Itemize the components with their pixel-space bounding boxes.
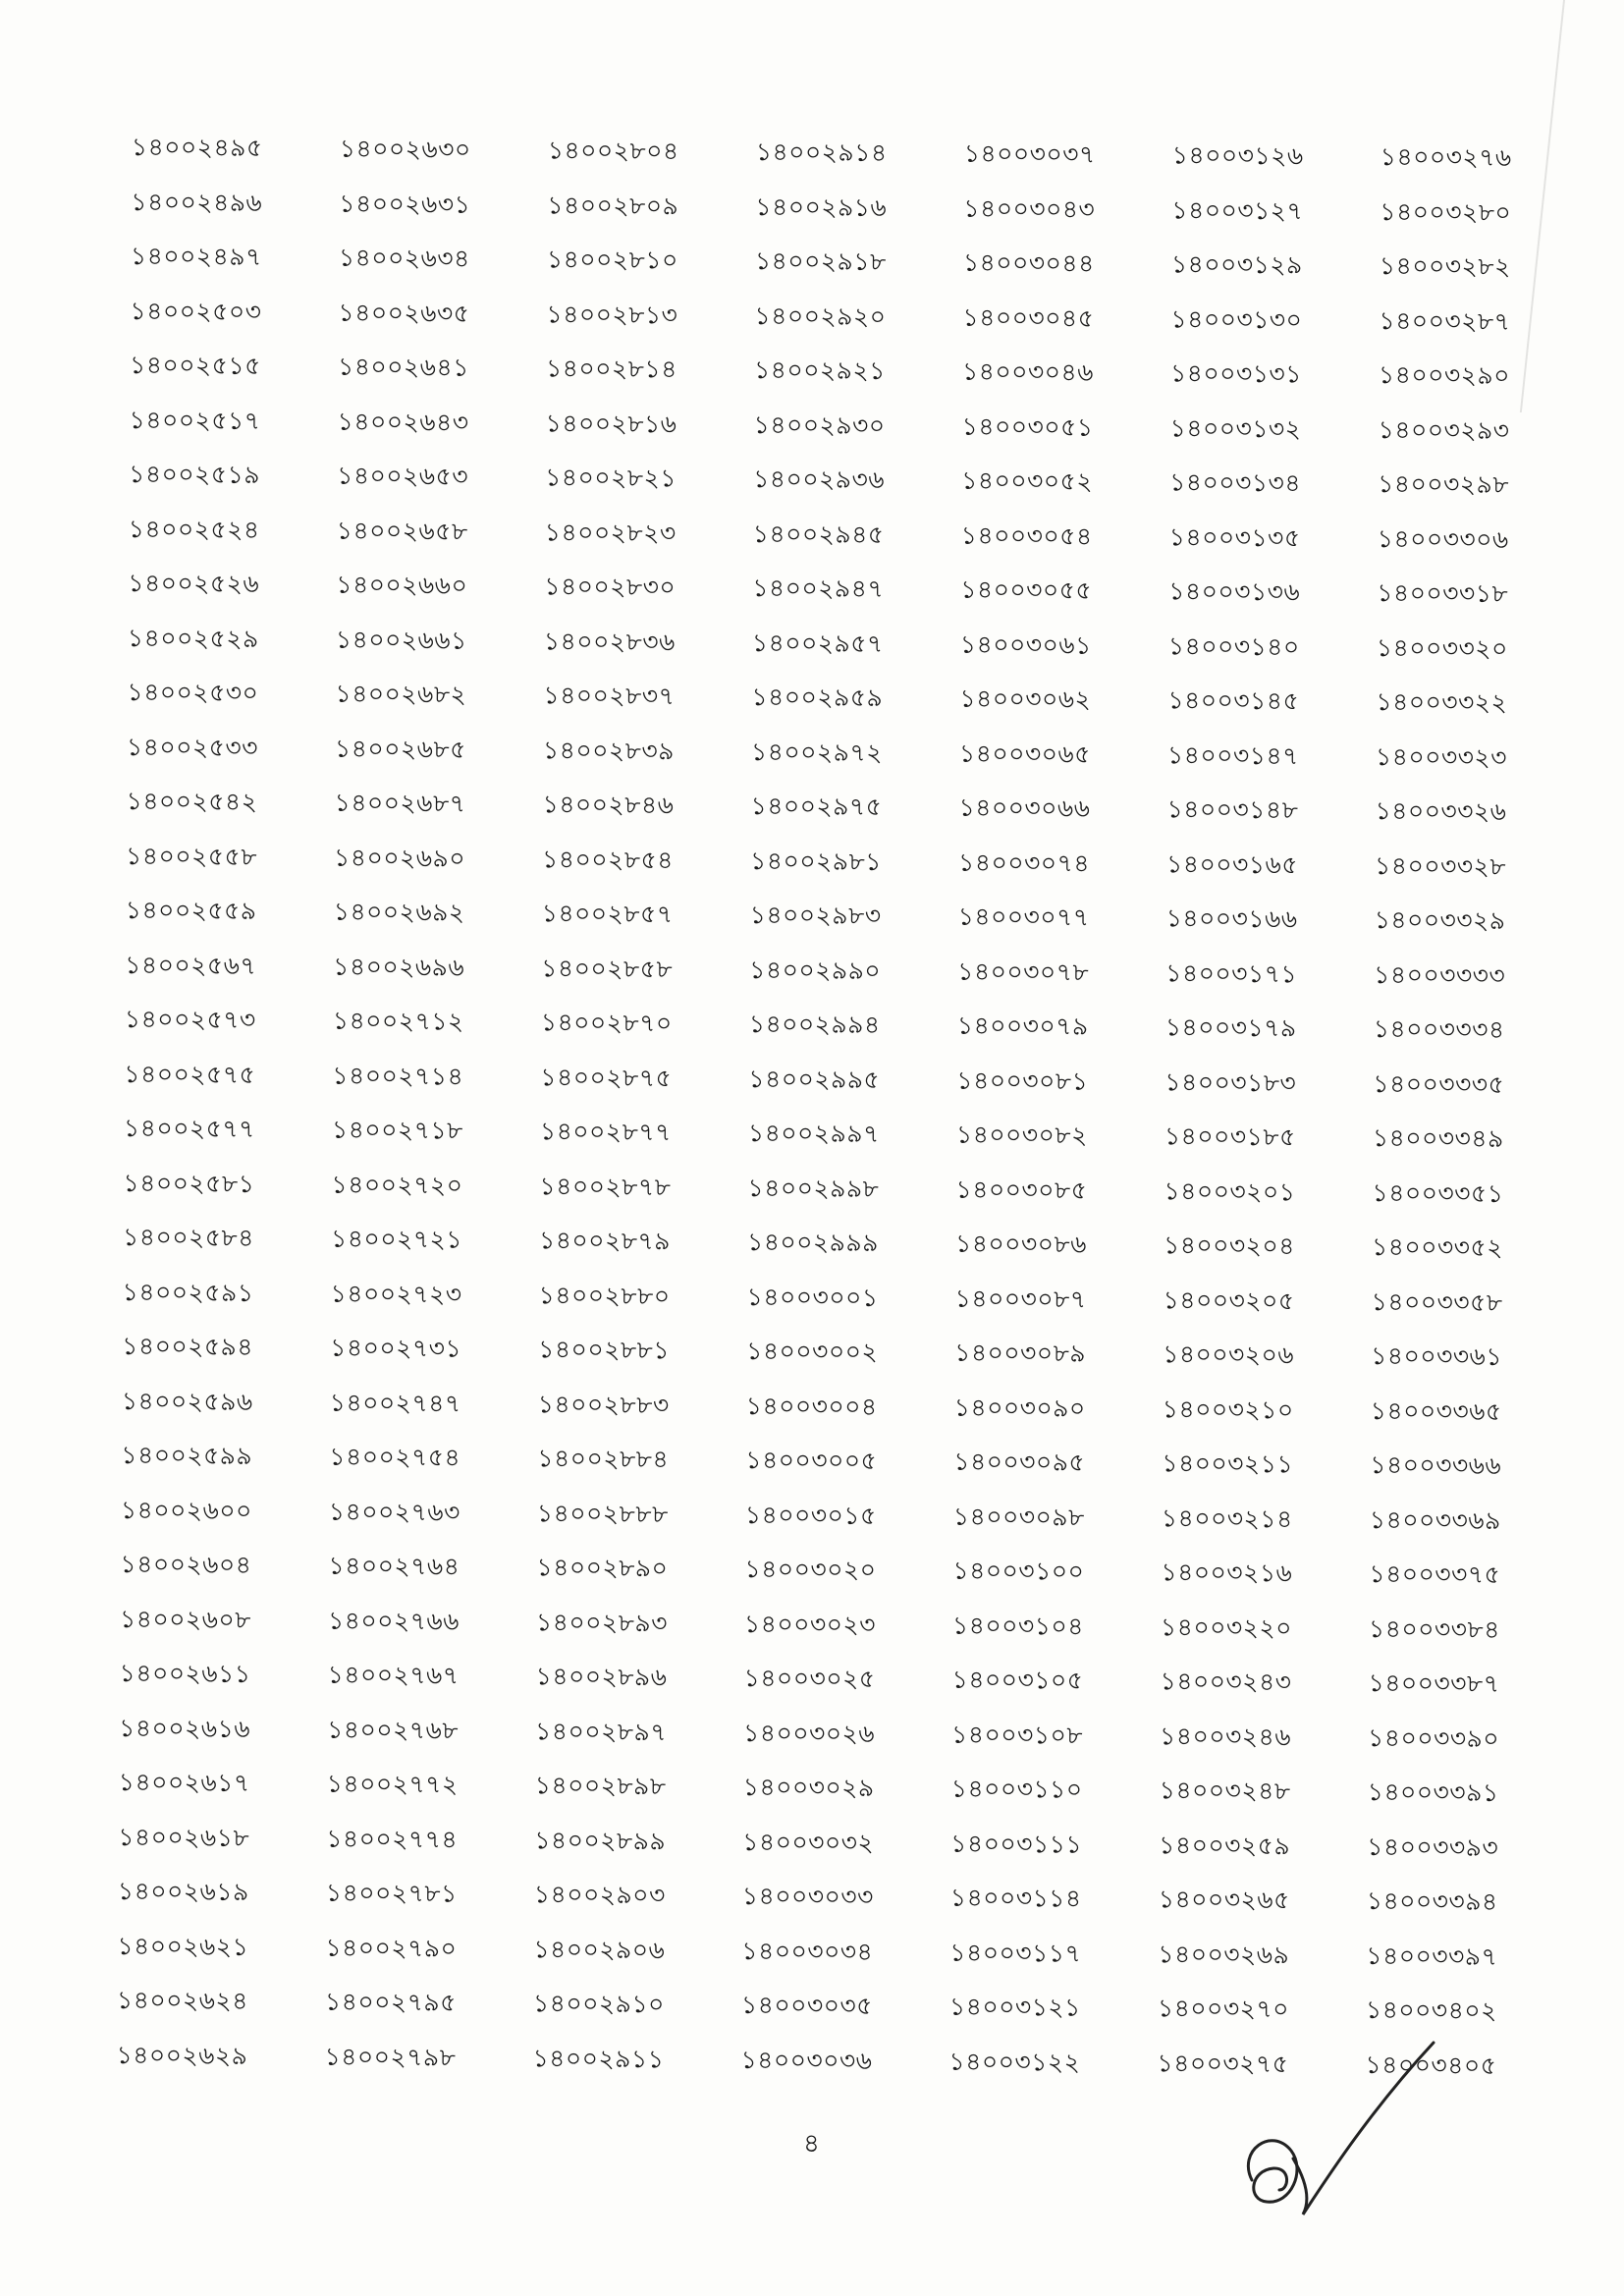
roll-number: ১৪০০৩০৮৯ — [954, 1338, 1087, 1368]
roll-number: ১৪০০৩৩৮৭ — [1368, 1667, 1500, 1698]
roll-number: ১৪০০২৫৫৮ — [126, 841, 258, 871]
roll-number: ১৪০০২৬১৮ — [118, 1822, 250, 1852]
roll-number: ১৪০০৩১৩২ — [1169, 412, 1302, 443]
roll-number: ১৪০০৩৪০৫ — [1365, 2050, 1497, 2080]
roll-number: ১৪০০২৫৯৯ — [121, 1440, 253, 1471]
roll-number: ১৪০০৩৩২২ — [1376, 686, 1508, 718]
roll-number: ১৪০০২৯১৪ — [755, 137, 888, 168]
roll-number: ১৪০০৩৩২০ — [1376, 632, 1508, 663]
roll-number: ১৪০০২৮১৪ — [545, 354, 678, 384]
roll-number: ১৪০০২৭৬৭ — [327, 1660, 460, 1690]
roll-number: ১৪০০২৮৪৬ — [542, 790, 675, 820]
roll-number: ১৪০০২৯৯৫ — [748, 1064, 881, 1094]
roll-number: ১৪০০২৫৪২ — [126, 786, 258, 817]
roll-number: ১৪০০২৮৯৬ — [535, 1662, 668, 1692]
roll-number: ১৪০০২৫২৬ — [128, 568, 260, 599]
roll-number: ১৪০০৩০৯০ — [953, 1393, 1086, 1423]
roll-number: ১৪০০২৯৪৭ — [752, 573, 885, 604]
roll-number: ১৪০০২৫৯৬ — [121, 1386, 253, 1416]
roll-number: ১৪০০৩৩২৬ — [1375, 795, 1507, 827]
roll-number: ১৪০০৩৩৯৭ — [1366, 1941, 1498, 1971]
roll-number: ১৪০০৩৩৫৮ — [1371, 1286, 1503, 1317]
roll-number: ১৪০০২৮৭০ — [540, 1008, 673, 1038]
roll-number: ১৪০০৩৩৯০ — [1367, 1722, 1500, 1753]
roll-number: ১৪০০২৭৭৪ — [326, 1824, 459, 1854]
page-number: ৪ — [803, 2129, 820, 2159]
roll-number: ১৪০০৩০৭৯ — [956, 1011, 1089, 1041]
roll-number: ১৪০০৩২৭৫ — [1157, 2048, 1289, 2078]
roll-number: ১৪০০৩১৪৮ — [1166, 794, 1299, 825]
roll-number: ১৪০০২৫১৯ — [129, 459, 261, 490]
roll-number: ১৪০০২৭১২ — [332, 1006, 464, 1036]
roll-number: ১৪০০২৬০৮ — [119, 1604, 252, 1634]
roll-number: ১৪০০২৫০৩ — [130, 296, 262, 326]
roll-number: ১৪০০২৯০৬ — [533, 1934, 666, 1964]
roll-number: ১৪০০৩২১৪ — [1161, 1503, 1293, 1533]
roll-number: ১৪০০৩৩২৩ — [1375, 741, 1508, 772]
roll-number: ১৪০০২৮৮৮ — [536, 1498, 669, 1528]
roll-number: ১৪০০৩১৬৬ — [1165, 903, 1298, 934]
roll-number: ১৪০০৩৩৮৪ — [1368, 1613, 1501, 1644]
roll-number: ১৪০০৩২১০ — [1162, 1394, 1294, 1424]
roll-number: ১৪০০৩১২৭ — [1171, 194, 1304, 225]
roll-number: ১৪০০৩০৫৫ — [960, 574, 1093, 605]
roll-number: ১৪০০৩২০৪ — [1163, 1230, 1296, 1261]
roll-number: ১৪০০২৬৫৩ — [337, 461, 469, 491]
roll-number: ১৪০০৩১১৪ — [949, 1883, 1082, 1913]
roll-number: ১৪০০৩০৬৫ — [958, 738, 1092, 769]
roll-number: ১৪০০৩৩২৮ — [1374, 850, 1507, 881]
roll-number: ১৪০০৩৩৩৪ — [1373, 1013, 1505, 1045]
roll-number: ১৪০০২৭৫৪ — [329, 1442, 461, 1472]
roll-number: ১৪০০২৬৯০ — [333, 843, 466, 873]
roll-number: ১৪০০২৯৯৯ — [746, 1227, 880, 1258]
roll-number: ১৪০০৩২৯৮ — [1378, 468, 1510, 500]
roll-number: ১৪০০২৯৫৯ — [751, 682, 884, 713]
roll-number: ১৪০০২৫৫৯ — [125, 895, 257, 926]
roll-number: ১৪০০৩০৩৬ — [740, 2045, 873, 2075]
roll-number: ১৪০০২৬১৭ — [118, 1767, 250, 1797]
roll-number: ১৪০০৩০৬৬ — [958, 793, 1091, 823]
roll-number: ১৪০০২৯৭২ — [750, 737, 884, 767]
roll-number: ১৪০০২৭৮১ — [325, 1878, 458, 1908]
roll-number: ১৪০০৩১৬৫ — [1165, 848, 1299, 879]
signature-icon — [1232, 2033, 1438, 2229]
roll-number: ১৪০০২৪৯৬ — [131, 187, 263, 217]
roll-number: ১৪০০২৮৭৮ — [539, 1171, 672, 1201]
roll-number: ১৪০০৩১৮৫ — [1164, 1121, 1296, 1152]
roll-number: ১৪০০৩০৫২ — [961, 465, 1094, 496]
roll-number: ১৪০০২৮১০ — [546, 245, 678, 275]
roll-number: ১৪০০২৯২১ — [753, 355, 887, 386]
roll-number: ১৪০০৩০০১ — [746, 1282, 879, 1312]
roll-number: ১৪০০৩৩৫১ — [1372, 1177, 1504, 1208]
roll-number: ১৪০০৩৩২৯ — [1374, 904, 1506, 936]
roll-number: ১৪০০২৭৬৬ — [327, 1606, 460, 1636]
roll-number: ১৪০০২৯১৬ — [755, 191, 888, 222]
roll-number: ১৪০০৩০০৪ — [745, 1391, 878, 1421]
roll-number: ১৪০০৩৩৯১ — [1367, 1777, 1499, 1807]
roll-number: ১৪০০৩০৬২ — [959, 683, 1092, 714]
roll-number: ১৪০০৩১৪৫ — [1167, 685, 1300, 716]
roll-number: ১৪০০৩০৮২ — [955, 1120, 1088, 1150]
roll-number: ১৪০০৩০৪৫ — [962, 302, 1095, 333]
roll-number: ১৪০০৩২০৫ — [1163, 1285, 1295, 1315]
roll-number: ১৪০০২৯৮১ — [749, 846, 883, 876]
roll-number: ১৪০০২৫১৫ — [129, 350, 262, 381]
roll-number: ১৪০০২৬৩১ — [339, 189, 471, 219]
roll-number: ১৪০০২৭২১ — [330, 1224, 463, 1254]
roll-number: ১৪০০২৯০৩ — [533, 1880, 666, 1910]
roll-number: ১৪০০৩৩৬৯ — [1369, 1504, 1501, 1535]
roll-number: ১৪০০৩০২৬ — [743, 1718, 876, 1748]
roll-number: ১৪০০৩১২২ — [948, 2047, 1081, 2077]
roll-number: ১৪০০৩০৫১ — [961, 411, 1094, 442]
roll-number: ১৪০০২৭৯৮ — [324, 2042, 457, 2072]
roll-number: ১৪০০৩৩১৮ — [1377, 577, 1509, 609]
roll-number: ১৪০০২৭৯৫ — [324, 1987, 457, 2017]
roll-number: ১৪০০২৯১১ — [532, 2043, 665, 2073]
roll-number: ১৪০০৩১২১ — [948, 1992, 1081, 2022]
roll-number: ১৪০০২৮৭৭ — [539, 1117, 672, 1147]
roll-number: ১৪০০২৮৩৬ — [543, 626, 676, 656]
roll-number: ১৪০০২৬৪৩ — [337, 407, 469, 437]
roll-number: ১৪০০৩০২৯ — [742, 1772, 875, 1802]
roll-number: ১৪০০৩৩৪৯ — [1372, 1122, 1504, 1154]
roll-number: ১৪০০২৮২১ — [545, 463, 677, 493]
roll-number: ১৪০০২৯৭৫ — [750, 791, 883, 822]
roll-number: ১৪০০২৮১৩ — [546, 299, 678, 329]
roll-number: ১৪০০২৬৩৫ — [338, 298, 470, 328]
roll-number: ১৪০০৩১৪৭ — [1166, 739, 1299, 770]
roll-number: ১৪০০২৯৯৮ — [747, 1173, 880, 1203]
roll-number: ১৪০০৩১৭১ — [1165, 957, 1298, 988]
roll-number: ১৪০০৩৩৩৩ — [1374, 959, 1506, 990]
roll-number: ১৪০০২৪৯৫ — [131, 132, 263, 163]
roll-number: ১৪০০২৫৩৩ — [126, 732, 259, 762]
roll-number: ১৪০০২৯৮৩ — [749, 900, 882, 931]
roll-number: ১৪০০২৫৮৪ — [122, 1222, 255, 1253]
roll-number: ১৪০০৩১১৭ — [949, 1938, 1082, 1968]
roll-number: ১৪০০২৮০৪ — [547, 136, 679, 166]
roll-number: ১৪০০৩০৪৩ — [963, 193, 1096, 224]
roll-number: ১৪০০২৮৭৯ — [538, 1226, 672, 1256]
roll-number: ১৪০০৩১৩৪ — [1169, 467, 1302, 498]
roll-number: ১৪০০৩০২৩ — [743, 1609, 877, 1639]
roll-number: ১৪০০৩১৩৬ — [1168, 576, 1301, 607]
roll-number: ১৪০০৩০৭৪ — [957, 847, 1091, 878]
roll-number: ১৪০০২৬২১ — [117, 1931, 249, 1961]
roll-number: ১৪০০২৫৩০ — [127, 677, 259, 708]
roll-number: ১৪০০৩২৭৬ — [1380, 141, 1512, 173]
roll-number: ১৪০০৩১৩১ — [1169, 358, 1303, 389]
roll-number: ১৪০০২৭৬৪ — [328, 1551, 460, 1581]
roll-number: ১৪০০২৮৮৪ — [537, 1444, 670, 1474]
roll-number: ১৪০০৩৩৭৫ — [1369, 1558, 1501, 1589]
roll-number: ১৪০০২৮০৯ — [547, 190, 679, 220]
roll-number: ১৪০০৩২৯০ — [1378, 359, 1511, 391]
roll-number: ১৪০০২৮৩০ — [544, 572, 677, 602]
roll-number: ১৪০০৩১৩৫ — [1168, 521, 1301, 552]
roll-number: ১৪০০৩০৭৮ — [957, 957, 1090, 987]
roll-number: ১৪০০৩১৮৩ — [1164, 1066, 1297, 1097]
roll-number: ১৪০০৩১৩০ — [1170, 303, 1303, 334]
roll-number: ১৪০০৩২৫৯ — [1159, 1830, 1291, 1860]
roll-number: ১৪০০২৭৩১ — [330, 1333, 462, 1363]
roll-number: ১৪০০৩২৬৫ — [1158, 1885, 1290, 1915]
roll-number: ১৪০০৩২৭০ — [1157, 1994, 1290, 2024]
roll-number: ১৪০০৩৪০২ — [1365, 1995, 1497, 2025]
roll-number: ১৪০০২৮৯০ — [536, 1553, 669, 1583]
roll-number: ১৪০০২৬৮৭ — [334, 788, 466, 818]
roll-number: ১৪০০২৬৫৮ — [336, 516, 468, 546]
roll-number: ১৪০০২৬১৯ — [117, 1876, 249, 1906]
roll-number: ১৪০০৩২৯৩ — [1378, 414, 1510, 445]
roll-number: ১৪০০২৮৩৭ — [543, 681, 676, 711]
roll-number: ১৪০০৩০৯৫ — [953, 1447, 1086, 1477]
roll-number: ১৪০০৩০৪৪ — [962, 247, 1095, 278]
roll-number: ১৪০০৩২৮২ — [1379, 250, 1511, 282]
roll-number: ১৪০০২৮৭৫ — [540, 1062, 673, 1092]
roll-number: ১৪০০২৮৩৯ — [542, 735, 676, 765]
roll-number: ১৪০০২৬০০ — [120, 1495, 252, 1525]
roll-number: ১৪০০৩৩৬৫ — [1370, 1395, 1502, 1426]
roll-number: ১৪০০২৯১৮ — [754, 246, 887, 277]
roll-number: ১৪০০৩০০২ — [746, 1336, 879, 1367]
roll-number: ১৪০০৩০৩৭ — [963, 138, 1096, 169]
roll-number: ১৪০০২৬৬০ — [336, 570, 468, 600]
roll-number: ১৪০০৩০৮৬ — [954, 1229, 1088, 1259]
roll-number: ১৪০০৩০৭৭ — [957, 902, 1090, 932]
roll-number: ১৪০০৩০৩৪ — [741, 1936, 874, 1966]
roll-number: ১৪০০২৯৯৭ — [747, 1118, 880, 1149]
roll-number: ১৪০০৩২৮৭ — [1379, 305, 1511, 336]
roll-number: ১৪০০২৫৯৪ — [122, 1331, 254, 1362]
roll-number: ১৪০০২৭৭২ — [326, 1769, 459, 1799]
roll-number: ১৪০০৩৩৩৫ — [1373, 1068, 1505, 1099]
roll-number: ১৪০০৩১৪০ — [1167, 630, 1300, 661]
roll-number: ১৪০০২৭১৮ — [331, 1115, 463, 1145]
roll-number: ১৪০০২৮১৬ — [545, 408, 677, 438]
roll-number: ১৪০০২৯৩৬ — [753, 464, 886, 495]
roll-number: ১৪০০২৮৯৯ — [534, 1825, 667, 1855]
roll-number: ১৪০০৩১০৪ — [951, 1611, 1085, 1641]
roll-number: ১৪০০৩২৬৯ — [1158, 1939, 1290, 1969]
roll-number: ১৪০০২৭৬৩ — [328, 1497, 460, 1527]
roll-number: ১৪০০৩২১৬ — [1161, 1558, 1293, 1588]
roll-number: ১৪০০২৮৫৭ — [541, 899, 674, 929]
roll-number: ১৪০০৩৩০৬ — [1377, 523, 1509, 554]
roll-number: ১৪০০৩২০৬ — [1163, 1339, 1295, 1370]
roll-number: ১৪০০৩০৪৬ — [961, 356, 1095, 387]
roll-number: ১৪০০৩০৬১ — [959, 629, 1092, 660]
roll-number: ১৪০০২৫৬৭ — [125, 950, 257, 980]
roll-number: ১৪০০২৬১১ — [119, 1658, 251, 1689]
roll-number: ১৪০০২৪৯৭ — [130, 241, 262, 272]
roll-number: ১৪০০২৯৩০ — [753, 410, 886, 440]
roll-number: ১৪০০৩৩৬১ — [1371, 1340, 1503, 1372]
roll-number: ১৪০০২৭১৪ — [332, 1061, 464, 1091]
roll-number: ১৪০০৩২৪৮ — [1159, 1776, 1291, 1806]
roll-number: ১৪০০৩১৭৯ — [1164, 1012, 1297, 1043]
roll-number: ১৪০০২৮৮০ — [538, 1280, 671, 1310]
roll-number: ১৪০০২৬৩৪ — [338, 243, 470, 273]
roll-number: ১৪০০২৬২৪ — [116, 1985, 249, 2015]
roll-number: ১৪০০২৫২৯ — [127, 623, 259, 653]
roll-number: ১৪০০৩২২০ — [1160, 1612, 1293, 1642]
roll-number: ১৪০০২৮৯৩ — [535, 1607, 669, 1637]
roll-number: ১৪০০২৬৯৬ — [333, 952, 465, 982]
roll-number: ১৪০০৩৩৫২ — [1371, 1231, 1504, 1263]
roll-number: ১৪০০২৭৪৭ — [329, 1388, 461, 1418]
roll-number: ১৪০০২৫৭৩ — [124, 1004, 256, 1035]
roll-number: ১৪০০২৭২০ — [331, 1170, 463, 1200]
roll-number: ১৪০০৩০০৫ — [745, 1445, 878, 1476]
roll-number: ১৪০০৩০৮১ — [956, 1066, 1089, 1096]
roll-number: ১৪০০৩১২৯ — [1170, 249, 1303, 280]
roll-number: ১৪০০২৫১৭ — [129, 405, 261, 435]
roll-number: ১৪০০৩১০৫ — [951, 1665, 1084, 1695]
roll-number: ১৪০০৩৩৯৪ — [1366, 1886, 1498, 1916]
roll-number: ১৪০০৩০৩৩ — [741, 1881, 874, 1911]
roll-number: ১৪০০২৭৬৮ — [327, 1715, 460, 1745]
roll-number: ১৪০০৩০৯৮ — [952, 1502, 1085, 1532]
roll-number: ১৪০০২৯৪৫ — [752, 519, 885, 549]
roll-number: ১৪০০৩৩৬৬ — [1370, 1449, 1502, 1481]
roll-number: ১৪০০৩২০১ — [1164, 1175, 1296, 1206]
roll-number: ১৪০০৩০৮৭ — [954, 1284, 1087, 1314]
roll-number: ১৪০০৩০১৫ — [744, 1500, 877, 1530]
roll-number: ১৪০০৩০৮৫ — [955, 1175, 1088, 1205]
roll-number: ১৪০০৩০২৫ — [743, 1663, 876, 1693]
roll-number: ১৪০০৩১০০ — [952, 1556, 1085, 1586]
roll-number: ১৪০০২৬৯২ — [333, 897, 465, 927]
roll-number: ১৪০০৩০২০ — [744, 1554, 877, 1585]
roll-number: ১৪০০৩২৪৩ — [1160, 1667, 1292, 1697]
roll-number: ১৪০০২৮৯৮ — [534, 1771, 667, 1801]
roll-number: ১৪০০২৮৮১ — [538, 1335, 671, 1365]
roll-number: ১৪০০২৯৯৪ — [748, 1009, 881, 1040]
roll-number: ১৪০০২৯৫৭ — [751, 628, 884, 658]
roll-number: ১৪০০২৫৮১ — [123, 1168, 255, 1198]
roll-number: ১৪০০৩০৫৪ — [960, 520, 1093, 551]
roll-number: ১৪০০৩০৩৫ — [740, 1990, 874, 2020]
roll-number: ১৪০০২৮৯৭ — [535, 1716, 668, 1746]
roll-number: ১৪০০৩১২৬ — [1171, 140, 1304, 171]
roll-number: ১৪০০৩২১১ — [1162, 1449, 1294, 1479]
roll-number-table — [116, 120, 1526, 2095]
roll-number: ১৪০০২৬৪১ — [337, 352, 470, 382]
roll-number: ১৪০০২৬৩০ — [339, 134, 471, 164]
roll-number: ১৪০০২৬০৪ — [120, 1549, 252, 1580]
roll-number: ১৪০০২৮৫৪ — [541, 844, 675, 874]
roll-number: ১৪০০৩২৪৬ — [1159, 1721, 1292, 1751]
roll-number: ১৪০০৩১১০ — [950, 1774, 1083, 1804]
roll-number: ১৪০০২৯৯০ — [749, 955, 882, 985]
roll-number: ১৪০০২৭৯০ — [325, 1933, 458, 1963]
roll-number: ১৪০০২৭২৩ — [330, 1279, 462, 1309]
roll-number: ১৪০০২৫২৪ — [128, 514, 260, 544]
roll-number: ১৪০০৩২৮০ — [1380, 196, 1512, 227]
roll-number: ১৪০০২৯১০ — [532, 1989, 665, 2019]
roll-number: ১৪০০২৫৭৭ — [123, 1113, 256, 1144]
roll-number: ১৪০০৩১০৮ — [951, 1720, 1084, 1750]
roll-number: ১৪০০২৮২৩ — [544, 517, 677, 547]
roll-number: ১৪০০২৫৯১ — [122, 1277, 254, 1307]
roll-number: ১৪০০২৮৫৮ — [541, 953, 674, 983]
roll-number: ১৪০০২৬৮৫ — [334, 734, 467, 764]
roll-number: ১৪০০২৬৮২ — [335, 679, 467, 709]
roll-number: ১৪০০৩১১১ — [950, 1829, 1083, 1859]
roll-number: ১৪০০২৬৬১ — [335, 625, 467, 655]
roll-number: ১৪০০২৯২০ — [754, 301, 887, 331]
roll-number: ১৪০০২৬২৯ — [116, 2040, 248, 2070]
roll-number: ১৪০০৩৩৯৩ — [1367, 1831, 1499, 1862]
roll-number: ১৪০০২৮৮৩ — [537, 1389, 670, 1419]
roll-number: ১৪০০২৬১৬ — [119, 1713, 251, 1743]
roll-number: ১৪০০২৫৭৫ — [124, 1059, 256, 1089]
roll-number: ১৪০০৩০৩২ — [742, 1827, 875, 1857]
